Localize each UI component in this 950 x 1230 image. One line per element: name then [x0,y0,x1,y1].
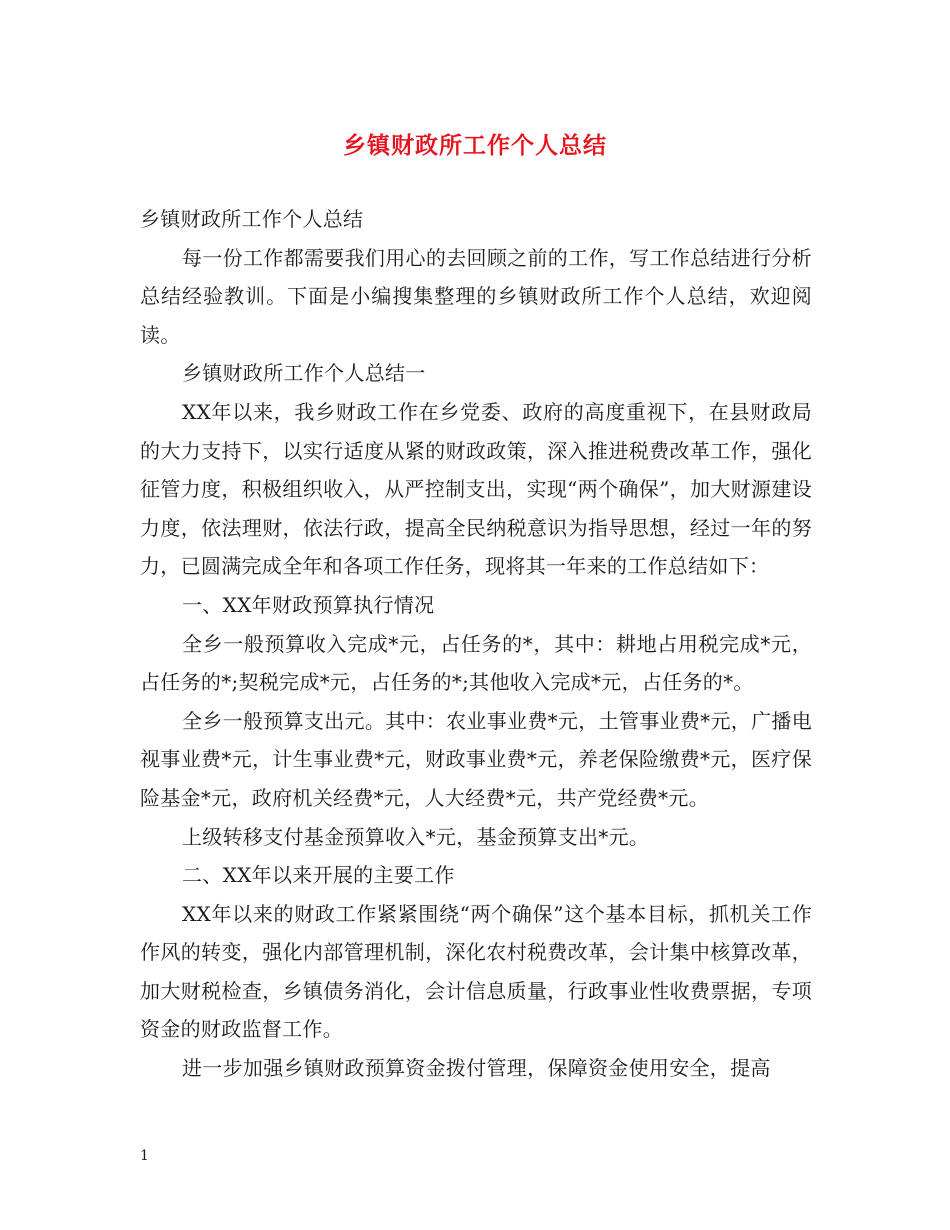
body-heading: 乡镇财政所工作个人总结 [140,207,364,231]
document-body [140,200,812,1088]
revenue-paragraph: 全乡一般预算收入完成*元，占任务的*，其中：耕地占用税完成*元，占任务的*;契税完成*元，占任务的*;其他收入完成*元，占任务的*。 [140,631,812,695]
page-number: 1 [140,1148,149,1164]
subsection-heading: 二、XX年以来开展的主要工作 [182,863,455,888]
summary-paragraph: XX年以来，我乡财政工作在乡党委、政府的高度重视下，在县财政局的大力支持下，以实行适度从紧的财政政策，深入推进税费改革工作，强化征管力度，积极组织收入，从严控制支出，实现“两个确保”，加大财源建设力度，依法理财，依法行政，提高全民纳税意识为指导思想，经过一年的努力，已圆满完成全年和各项工作任务，现将其一年来的工作总结如下： [140,399,812,579]
budget-management-paragraph: 进一步加强乡镇财政预算资金拨付管理，保障资金使用安全，提高 [182,1056,771,1081]
subsection-heading: 一、XX年财政预算执行情况 [182,592,435,617]
section-heading: 乡镇财政所工作个人总结一 [182,361,426,386]
main-work-paragraph: XX年以来的财政工作紧紧围绕“两个确保”这个基本目标，抓机关工作作风的转变，强化内部管理机制，深化农村税费改革，会计集中核算改革，加大财税检查，乡镇债务消化，会计信息质量，行政事业性收费票据，专项资金的财政监督工作。 [140,901,812,1042]
intro-paragraph: 每一份工作都需要我们用心的去回顾之前的工作，写工作总结进行分析总结经验教训。下面是小编搜集整理的乡镇财政所工作个人总结，欢迎阅读。 [140,245,812,347]
transfer-paragraph: 上级转移支付基金预算收入*元，基金预算支出*元。 [182,824,650,849]
document-title: 乡镇财政所工作个人总结 [343,132,607,159]
expenditure-paragraph: 全乡一般预算支出元。其中：农业事业费*元，土管事业费*元，广播电视事业费*元，计生事业费*元，财政事业费*元，养老保险缴费*元，医疗保险基金*元，政府机关经费*元，人大经费*元，共产党经费*元。 [140,708,812,810]
